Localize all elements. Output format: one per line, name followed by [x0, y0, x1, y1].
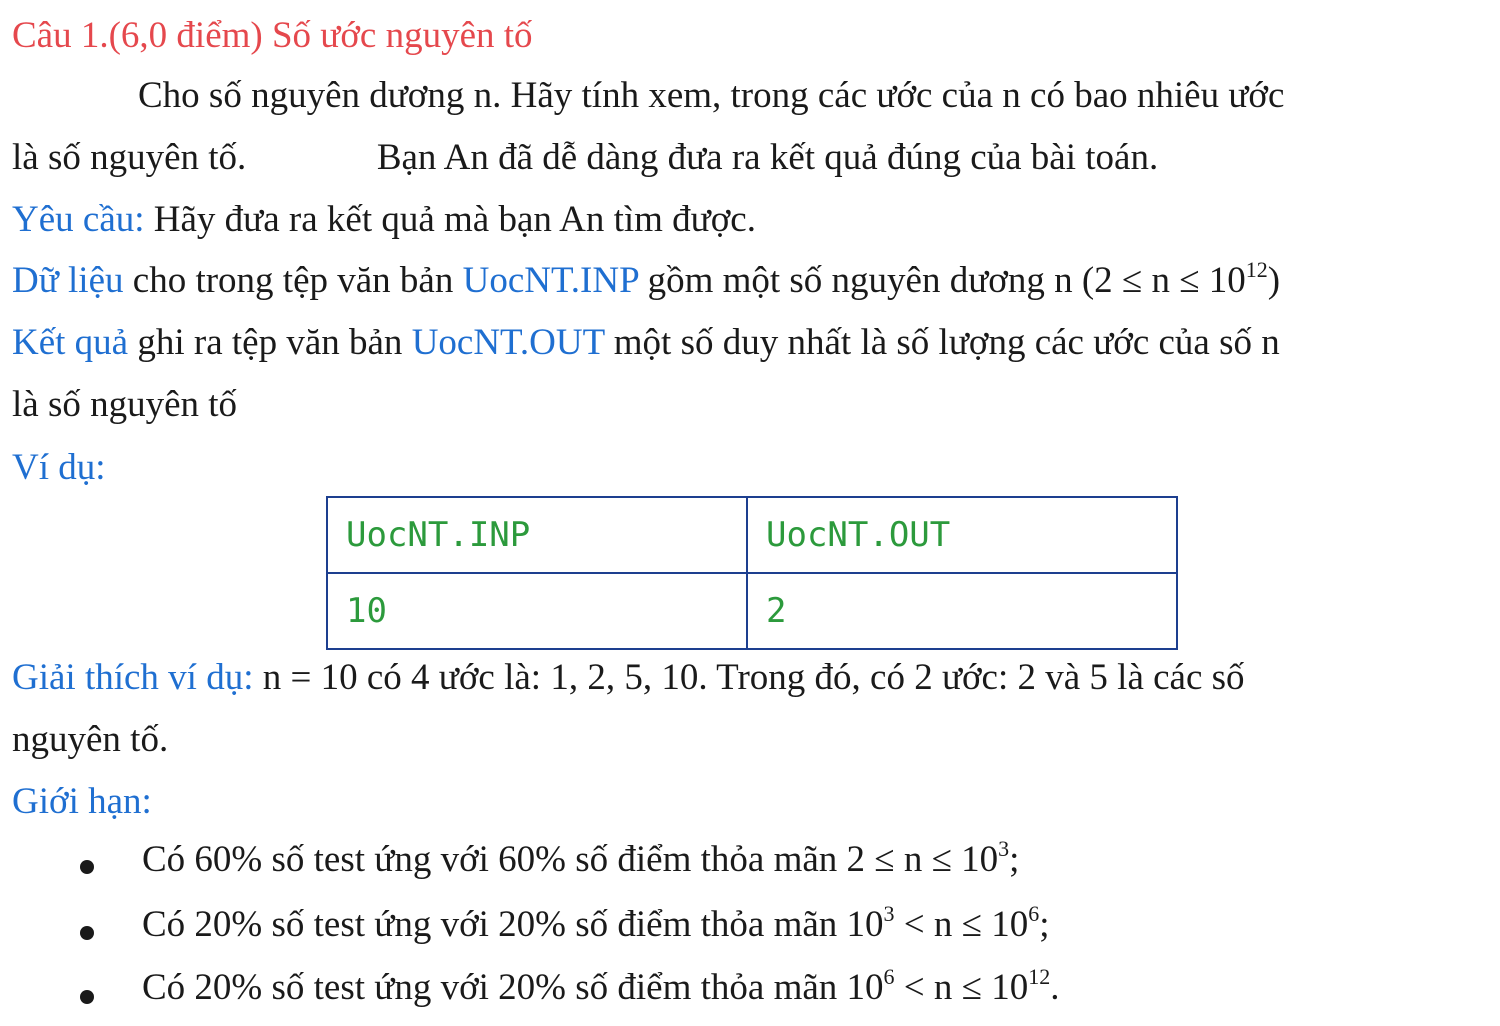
explanation-line-1	[12, 656, 1490, 700]
request-line	[12, 198, 1490, 242]
bullet-icon	[80, 860, 94, 874]
intro-line-1	[138, 74, 1490, 118]
limit-item-2	[142, 900, 1050, 947]
explanation-text: n = 10 có 4 ước là: 1, 2, 5, 10. Trong đó, có 2 ước: 2 và 5 là các số	[253, 657, 1245, 698]
limit-item-2-text: Có 20% số test ứng với 20% số điểm thỏa mãn 10	[142, 904, 884, 945]
limit-item-2-mid: < n ≤ 10	[894, 904, 1029, 945]
table-row	[327, 573, 1177, 649]
input-label: Dữ liệu	[12, 260, 124, 301]
limits-label	[12, 780, 1490, 824]
limit-item-3-text: Có 20% số test ứng với 20% số điểm thỏa mãn 10	[142, 967, 884, 1008]
bullet-icon	[80, 990, 94, 1004]
example-label	[12, 446, 1490, 490]
intro-text-2b: Bạn An đã dễ dàng đưa ra kết quả đúng của bài toán.	[376, 137, 1159, 178]
output-text-line2: là số nguyên tố	[12, 384, 238, 425]
input-file-name: UocNT.INP	[462, 260, 639, 301]
explanation-line-2	[12, 718, 1490, 762]
input-text-3: )	[1267, 260, 1281, 301]
output-text-2: một số duy nhất là số lượng các ước của số n	[604, 322, 1280, 363]
table-header-row	[327, 497, 1177, 573]
request-text: Hãy đưa ra kết quả mà bạn An tìm được.	[144, 199, 756, 240]
intro-text-2a: là số nguyên tố.	[12, 137, 247, 178]
explanation-label: Giải thích ví dụ:	[12, 657, 254, 698]
limit-item-3-mid: < n ≤ 10	[894, 967, 1029, 1008]
example-table-grid	[326, 496, 1178, 650]
explanation-text-line2: nguyên tố.	[12, 719, 169, 760]
request-label: Yêu cầu:	[12, 199, 145, 240]
limit-item-1-text: Có 60% số test ứng với 60% số điểm thỏa mãn 2 ≤ n ≤ 10	[142, 839, 999, 880]
table-header-out: UocNT.OUT	[747, 497, 1177, 573]
output-text-1: ghi ra tệp văn bản	[128, 322, 412, 363]
example-table	[326, 496, 1178, 648]
table-cell-out: 2	[747, 573, 1177, 649]
limit-item-1	[142, 835, 1020, 882]
input-text-2: gồm một số nguyên dương n (2 ≤ n ≤ 10	[638, 260, 1246, 301]
limit-item-1-tail: ;	[1009, 839, 1020, 880]
output-line-2	[12, 383, 1490, 427]
problem-title-text: Câu 1.(6,0 điểm) Số ước nguyên tố	[12, 15, 533, 56]
bullet-icon	[80, 926, 94, 940]
intro-line-2	[12, 136, 1490, 180]
limit-item-2-exp2: 6	[1028, 900, 1040, 926]
limit-item-2-exp: 3	[883, 900, 895, 926]
input-text-1: cho trong tệp văn bản	[123, 260, 463, 301]
limit-item-3	[142, 963, 1060, 1010]
problem-title	[12, 14, 1490, 58]
output-file-name: UocNT.OUT	[411, 322, 605, 363]
limit-item-3-exp2: 12	[1028, 963, 1051, 989]
limit-item-3-exp: 6	[883, 963, 895, 989]
input-exponent: 12	[1245, 256, 1268, 282]
input-line	[12, 256, 1490, 303]
table-header-inp: UocNT.INP	[327, 497, 747, 573]
table-cell-inp: 10	[327, 573, 747, 649]
output-line-1	[12, 321, 1490, 365]
limits-label-text: Giới hạn:	[12, 781, 152, 822]
limit-item-2-tail: ;	[1039, 904, 1050, 945]
limit-item-1-exp: 3	[998, 835, 1010, 861]
example-label-text: Ví dụ:	[12, 447, 106, 488]
intro-text-1: Cho số nguyên dương n. Hãy tính xem, trong các ước của n có bao nhiêu ước	[138, 75, 1285, 116]
output-label: Kết quả	[12, 322, 129, 363]
limit-item-3-tail: .	[1050, 967, 1060, 1008]
